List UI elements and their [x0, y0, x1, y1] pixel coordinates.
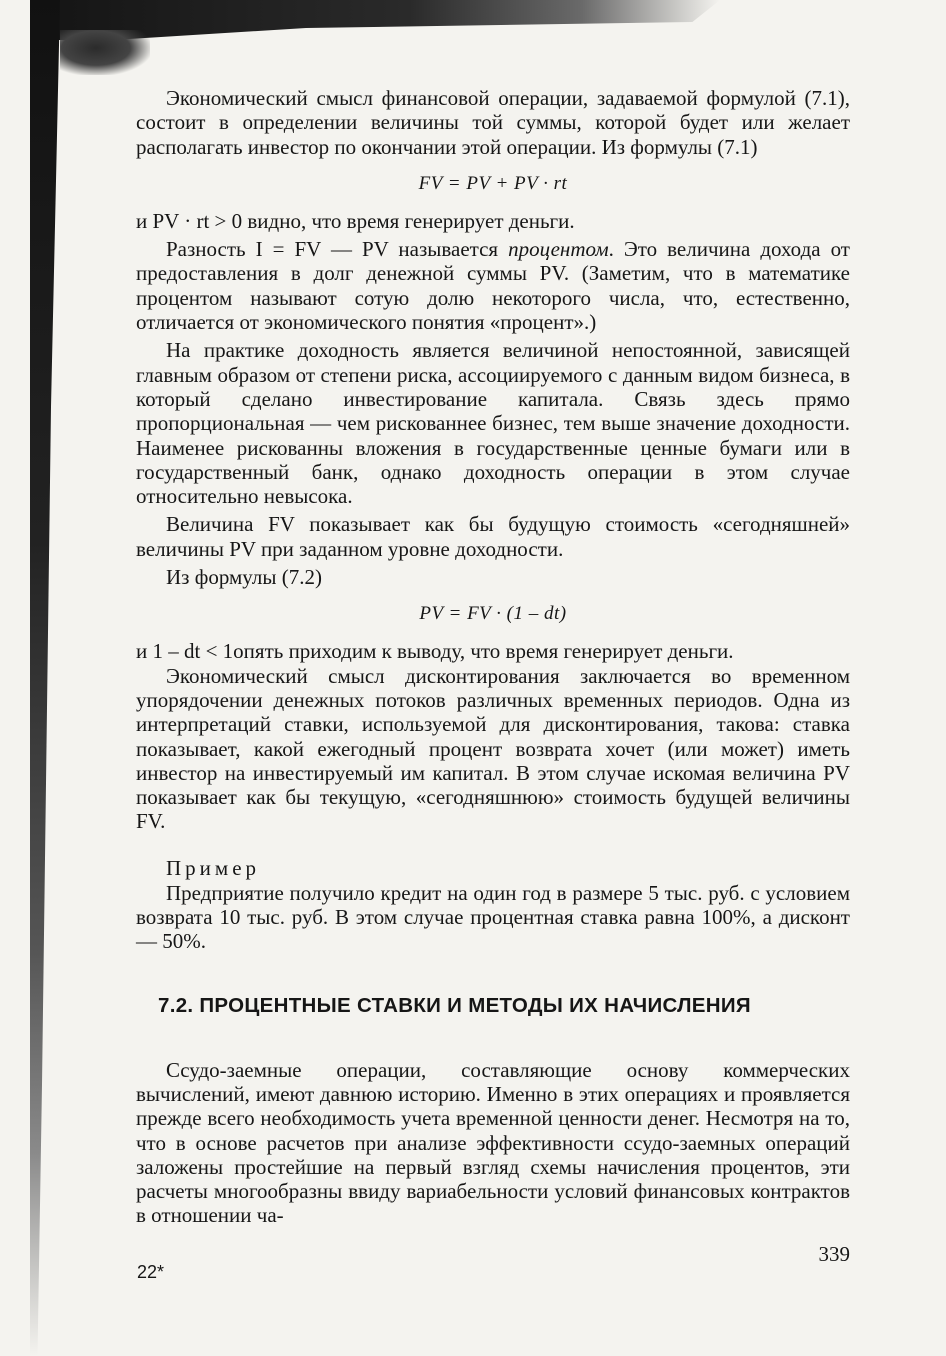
formula-fv: FV = PV + PV · rt: [418, 172, 568, 194]
paragraph-from-formula: Из формулы (7.2): [166, 565, 322, 590]
term-interest: процентом: [508, 237, 609, 262]
scan-shadow-left: [30, 0, 60, 1356]
page-number: 339: [818, 1242, 850, 1266]
paragraph-profitability: На практике доходность является величиной непостоянной, зависящей главным образом от степени риска, ассоциируемого с данным видом бизнеса, в который сделано инвестирование капитала. Связь здесь прямо пропорциональная — чем рискованнее бизнес, тем выше значение доходности. Наименее рискованны вложения в государственные ценные бумаги или в государственный банк, однако доходность операции в этом случае относительно невысока.: [136, 338, 850, 509]
paragraph-conclusion: и 1 – dt < 1опять приходим к выводу, что время генерирует деньги.: [136, 639, 734, 664]
paragraph-economic-meaning: Экономический смысл финансовой операции, задаваемой формулой (7.1), состоит в определении величины той суммы, которой будет или желает располагать инвестор по окончании этой операции. Из формулы (7.1): [136, 86, 850, 159]
example-heading: Пример: [166, 855, 261, 880]
paragraph-interest-definition: [136, 237, 850, 334]
paragraph-time-money: и PV · rt > 0 видно, что время генерирует деньги.: [136, 208, 575, 233]
paragraph-interest-start: Разность I = FV — PV называется: [166, 237, 509, 262]
example-text: Предприятие получило кредит на один год в размере 5 тыс. руб. с условием возврата 10 тыс. руб. В этом случае процентная ставка равна 100%, а дисконт — 50%.: [136, 880, 850, 954]
scan-smudge: [60, 30, 150, 75]
printer-signature: 22*: [137, 1262, 165, 1282]
section-text: Ссудо-заемные операции, составляющие основу коммерческих вычислений, имеют давнюю историю. Именно в этих операциях и проявляется прежде всего необходимость учета временной ценности денег. Несмотря на то, что в основе расчетов при анализе эффективности ссудо-заемных операций заложены простейшие на первый взгляд схемы начисления процентов, эти расчеты многообразны ввиду вариабельности условий финансовых контрактов в отношении ча-: [136, 1057, 850, 1228]
section-heading: 7.2. ПРОЦЕНТНЫЕ СТАВКИ И МЕТОДЫ ИХ НАЧИСЛЕНИЯ: [158, 993, 751, 1017]
paragraph-interest-end: . Это величина дохода от предоставления в долг денежной суммы PV. (Заметим, что в математике процентом называют сотую долю некоторого числа, что, естественно, отличается от экономического понятия «процент».): [136, 237, 850, 335]
paragraph-discounting: Экономический смысл дисконтирования заключается во временном упорядочении денежных потоков различных временных периодов. Одна из интерпретаций ставки, используемой для дисконтирования, такова: ставка показывает, какой ежегодный процент возврата хочет (или может) иметь инвестор на инвестируемый им капитал. В этом случае искомая величина PV показывает как бы текущую, «сегодняшнюю» стоимость будущей величины FV.: [136, 663, 850, 834]
formula-pv: PV = FV · (1 – dt): [419, 603, 567, 625]
page-content: [136, 86, 850, 1228]
paragraph-fv-meaning: Величина FV показывает как бы будущую стоимость «сегодняшней» величины PV при заданном уровне доходности.: [136, 512, 850, 561]
